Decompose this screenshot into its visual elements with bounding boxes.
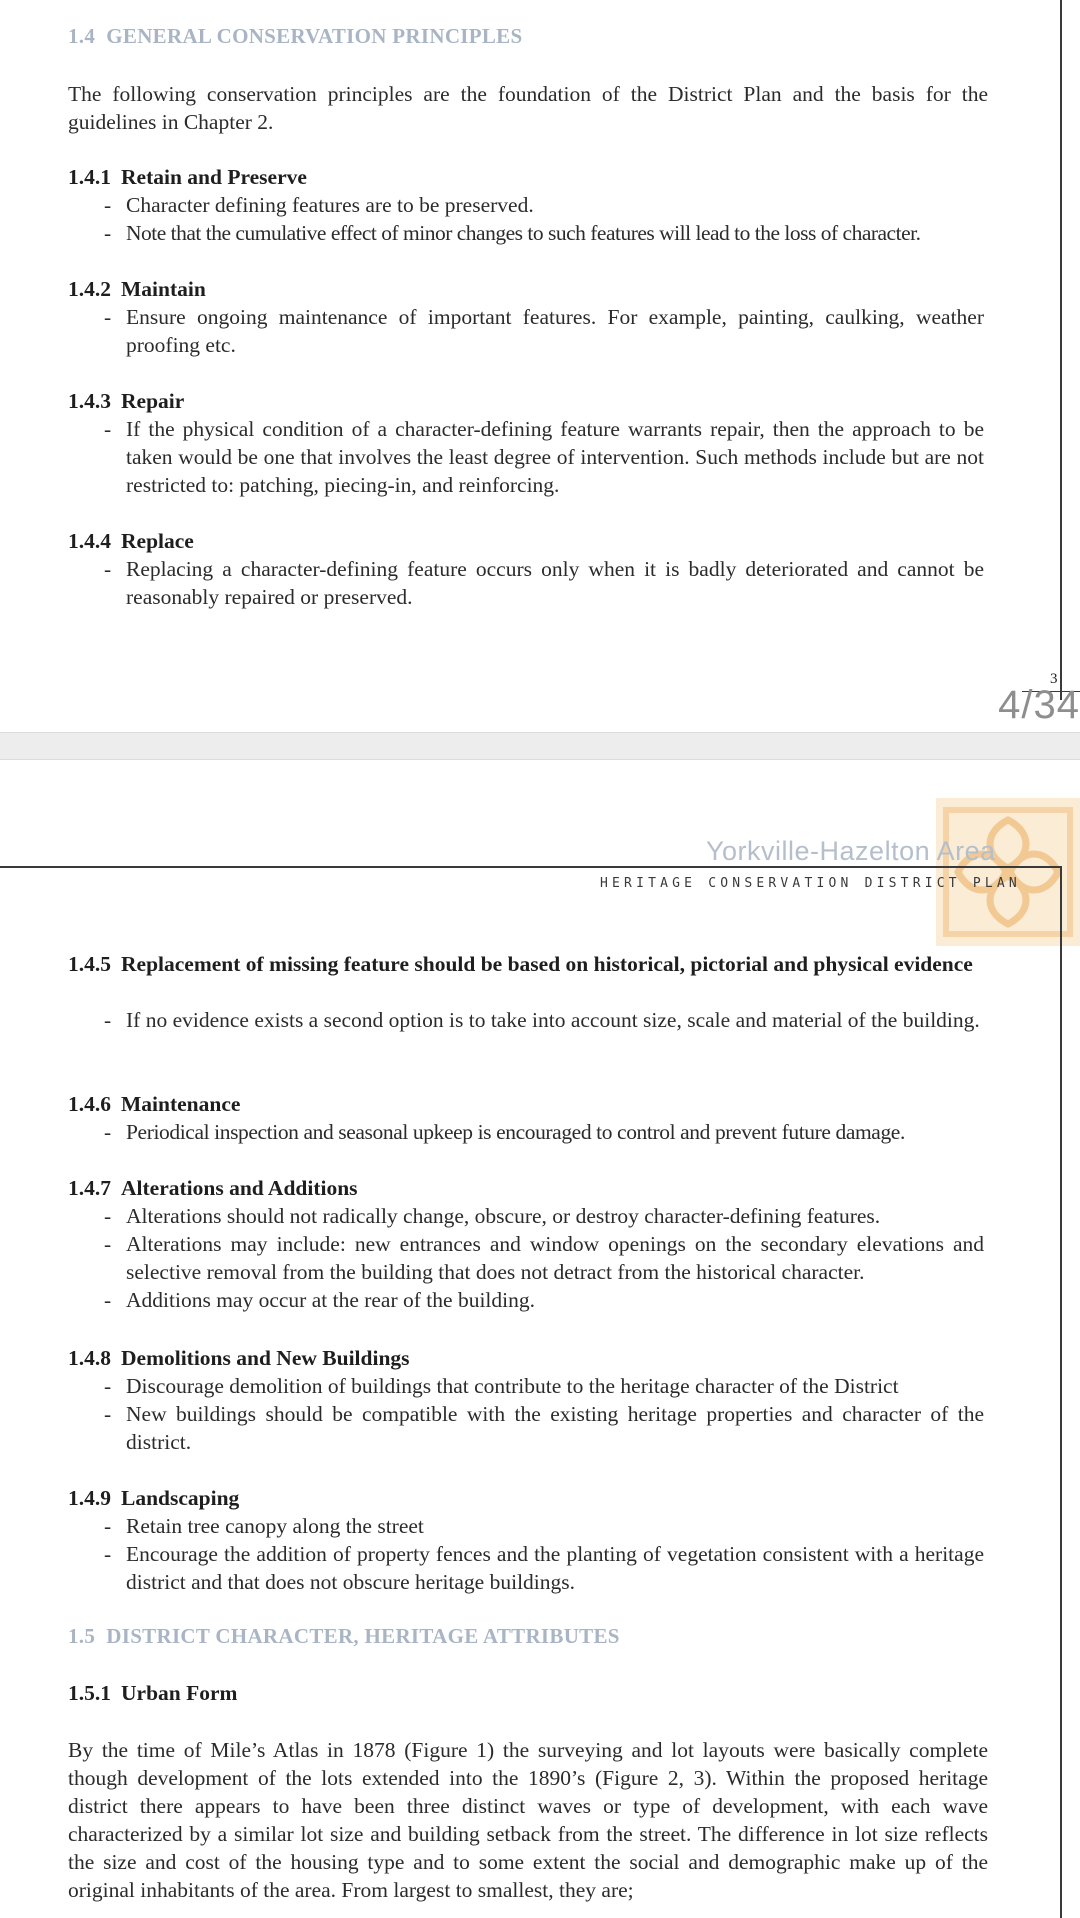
list-item: - Additions may occur at the rear of the building. bbox=[104, 1288, 535, 1312]
list-item: - If no evidence exists a second option is to take into account size, scale and material of the building. bbox=[104, 1008, 980, 1032]
intro-paragraph: The following conservation principles are the foundation of the District Plan and the basis for the guidelines in Chapter 2. bbox=[68, 82, 988, 134]
heading-1-4-5: 1.4.5 Replacement of missing feature should be based on historical, pictorial and physical evidence bbox=[68, 952, 973, 976]
heading-1-4-8: 1.4.8 Demolitions and New Buildings bbox=[68, 1346, 410, 1370]
page-number: 3 bbox=[1050, 671, 1058, 687]
page-separator bbox=[0, 732, 1080, 760]
heading-1-5-1: 1.5.1 Urban Form bbox=[68, 1681, 238, 1705]
list-item: - Replacing a character-defining feature occurs only when it is badly deteriorated and cannot be reasonably repaired or preserved. bbox=[104, 557, 984, 609]
list-item: - If the physical condition of a character-defining feature warrants repair, then the approach to be taken would be one that involves the least degree of intervention. Such methods include but are not restricted to: patching, piecing-in, and reinforcing. bbox=[104, 417, 984, 497]
list-item: - Ensure ongoing maintenance of important features. For example, painting, caulking, weather proofing etc. bbox=[104, 305, 984, 357]
urban-form-paragraph: By the time of Mile’s Atlas in 1878 (Figure 1) the surveying and lot layouts were basically complete though development of the lots extended into the 1890’s (Figure 2, 3). Within the proposed heritage district there appears to have been three distinct waves or type of development, with each wave characterized by a similar lot size and building setback from the street. The difference in lot size reflects the size and cost of the housing type and to some extent the social and demographic make up of the original inhabitants of the area. From largest to smallest, they are; bbox=[68, 1738, 988, 1902]
list-item: - Discourage demolition of buildings that contribute to the heritage character of the District bbox=[104, 1374, 899, 1398]
heading-1-4-7: 1.4.7 Alterations and Additions bbox=[68, 1176, 358, 1200]
page-counter: 4/34 bbox=[998, 683, 1080, 727]
list-item: - Alterations may include: new entrances and window openings on the secondary elevations and selective removal from the building that does not detract from the historical character. bbox=[104, 1232, 984, 1284]
heading-1-4-1: 1.4.1 Retain and Preserve bbox=[68, 165, 307, 189]
header-rule bbox=[0, 866, 1062, 868]
heading-1-4-2: 1.4.2 Maintain bbox=[68, 277, 206, 301]
document-header-subtitle: HERITAGE CONSERVATION DISTRICT PLAN bbox=[600, 876, 1021, 891]
page-margin-rule bbox=[1060, 866, 1062, 1918]
heading-1-4-6: 1.4.6 Maintenance bbox=[68, 1092, 241, 1116]
heading-1-4-4: 1.4.4 Replace bbox=[68, 529, 194, 553]
page-margin-rule bbox=[1060, 0, 1062, 700]
section-heading-1-4: 1.4 GENERAL CONSERVATION PRINCIPLES bbox=[68, 24, 523, 48]
district-logo-icon bbox=[936, 798, 1080, 946]
list-item: - New buildings should be compatible with the existing heritage properties and character of the district. bbox=[104, 1402, 984, 1454]
section-heading-1-5: 1.5 DISTRICT CHARACTER, HERITAGE ATTRIBUTES bbox=[68, 1624, 620, 1648]
document-header-title: Yorkville-Hazelton Area bbox=[706, 836, 996, 866]
list-item: - Retain tree canopy along the street bbox=[104, 1514, 424, 1538]
heading-1-4-3: 1.4.3 Repair bbox=[68, 389, 185, 413]
list-item: - Note that the cumulative effect of minor changes to such features will lead to the loss of character. bbox=[104, 221, 921, 245]
list-item: - Encourage the addition of property fences and the planting of vegetation consistent with a heritage district and that does not obscure heritage buildings. bbox=[104, 1542, 984, 1594]
list-item: - Periodical inspection and seasonal upkeep is encouraged to control and prevent future damage. bbox=[104, 1120, 905, 1144]
list-item: - Alterations should not radically change, obscure, or destroy character-defining features. bbox=[104, 1204, 881, 1228]
document-page-1 bbox=[0, 0, 1080, 732]
heading-1-4-9: 1.4.9 Landscaping bbox=[68, 1486, 240, 1510]
list-item: - Character defining features are to be preserved. bbox=[104, 193, 534, 217]
